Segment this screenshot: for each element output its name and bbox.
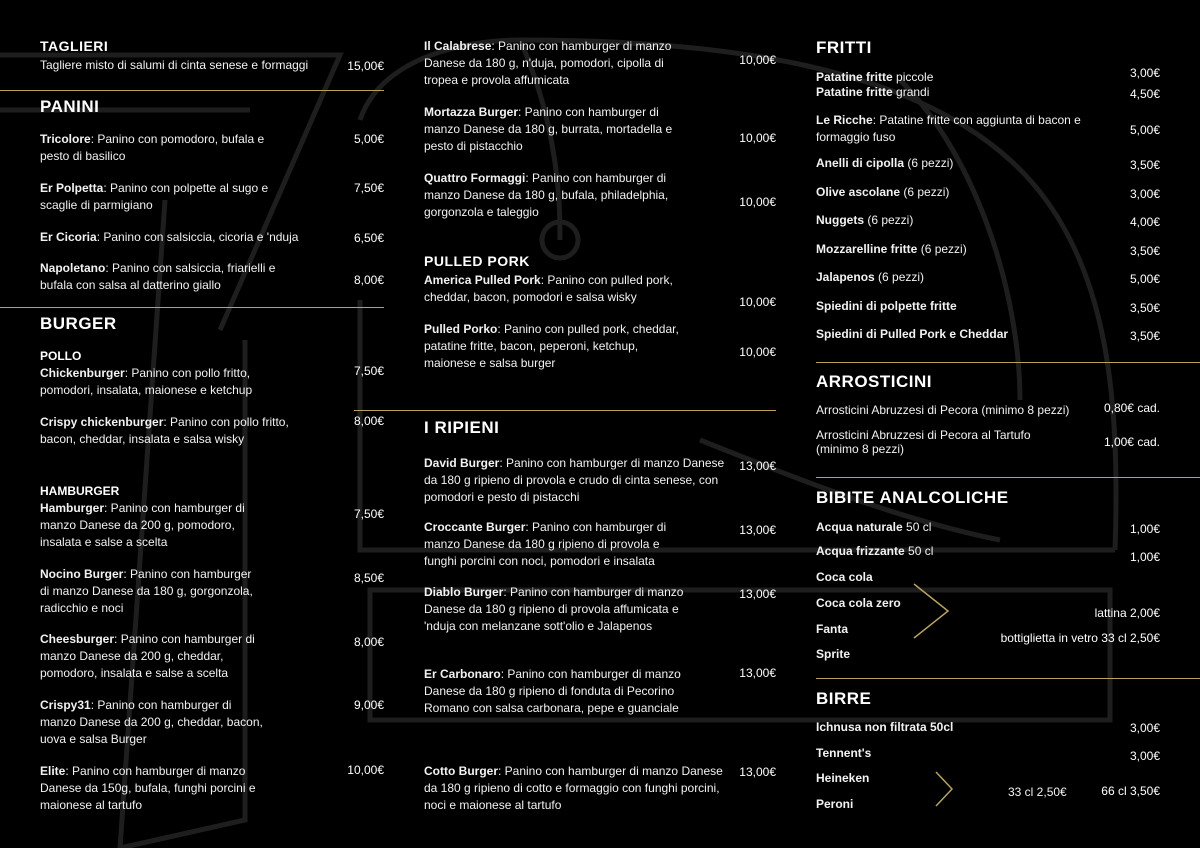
pulled-pork-title: PULLED PORK	[424, 253, 530, 269]
fritti-price: 3,00€	[1129, 187, 1160, 201]
burger-price: 10,00€	[739, 295, 776, 309]
fritti-price: 5,00€	[1129, 272, 1160, 286]
fritti-item: Nuggets (6 pezzi)	[816, 213, 914, 227]
bibite-price: 1,00€	[1129, 522, 1160, 536]
burger-item: Hamburger: Panino con hamburger di manzo Danese da 200 g, pomodoro, insalata e salse a scelta	[40, 501, 245, 549]
bibite-item: Acqua naturale 50 cl	[816, 520, 932, 534]
ripieni-item: Croccante Burger: Panino con hamburger di manzo Danese da 180 g ripieno di provola e funghi porcini con noci, pomodori e insalata	[424, 520, 667, 568]
birra-item: Ichnusa non filtrata 50cl	[816, 720, 954, 734]
fritti-item: Jalapenos (6 pezzi)	[816, 270, 925, 284]
divider	[354, 410, 776, 411]
burger-item: Quattro Formaggi: Panino con hamburger di manzo Danese da 180 g, bufala, philadelphia, gorgonzola e taleggio	[424, 171, 669, 219]
birra-item: Tennent's	[816, 746, 872, 760]
fritti-price: 3,50€	[1129, 301, 1160, 315]
fritti-item: Spiedini di polpette fritte	[816, 299, 957, 313]
birra-price: 3,00€	[1129, 721, 1160, 735]
burger-price: 10,00€	[739, 345, 776, 359]
fritti-item: Patatine fritte piccole	[816, 70, 934, 84]
ripieni-item: Er Carbonaro: Panino con hamburger di manzo Danese da 180 g ripieno di fonduta di Pecorino Romano con salsa carbonara, pepe e guanciale	[424, 667, 681, 715]
divider	[816, 678, 1200, 679]
panini-item: Napoletano: Panino con salsiccia, friarielli e bufala con salsa al datterino giallo	[40, 261, 276, 292]
fritti-price: 3,00€	[1129, 66, 1160, 80]
panini-price: 6,50€	[353, 231, 384, 245]
divider	[816, 477, 1200, 478]
birra-item: Heineken	[816, 771, 870, 785]
ripieni-item: Diablo Burger: Panino con hamburger di manzo Danese da 180 g ripieno di provola affumicata e 'nduja con melanzane sott'olio e Jalapenos	[424, 585, 684, 633]
panini-item: Tricolore: Panino con pomodoro, bufala e pesto di basilico	[40, 132, 265, 163]
burger-price: 8,00€	[353, 414, 384, 428]
pollo-subtitle: POLLO	[40, 349, 82, 363]
burger-price: 9,00€	[353, 698, 384, 712]
fritti-item: Spiedini di Pulled Pork e Cheddar	[816, 327, 1009, 341]
fritti-item: Olive ascolane (6 pezzi)	[816, 185, 950, 199]
fritti-price: 4,00€	[1129, 215, 1160, 229]
burger-item: Il Calabrese: Panino con hamburger di manzo Danese da 180 g, n'duja, pomodori, cipolla di tropea e provola affumicata	[424, 39, 672, 87]
fritti-price: 3,50€	[1129, 244, 1160, 258]
birra-item: Peroni	[816, 797, 854, 811]
chevron-right-icon	[934, 770, 956, 808]
ripieni-price: 13,00€	[739, 459, 776, 473]
arrosticini-item: Arrosticini Abruzzesi di Pecora al Tartufo (minimo 8 pezzi)	[816, 428, 1031, 456]
burger-item: Pulled Porko: Panino con pulled pork, cheddar, patatine fritte, bacon, peperoni, ketchup, maionese e salsa burger	[424, 322, 679, 370]
burger-price: 10,00€	[739, 195, 776, 209]
fritti-item: Patatine fritte grandi	[816, 85, 930, 99]
ripieni-title: I RIPIENI	[424, 418, 500, 437]
chevron-right-icon	[912, 582, 952, 642]
burger-item: America Pulled Pork: Panino con pulled pork, cheddar, bacon, pomodori e salsa wisky	[424, 273, 673, 304]
burger-price: 8,50€	[353, 571, 384, 585]
burger-price: 7,50€	[353, 364, 384, 378]
divider	[0, 90, 384, 91]
fritti-price: 5,00€	[1129, 123, 1160, 137]
ripieni-item: David Burger: Panino con hamburger di manzo Danese da 180 g ripieno di provola e crudo di cinta senese, con pomodori e pesto di pistacchi	[424, 456, 725, 504]
bibite-item: Acqua frizzante 50 cl	[816, 544, 934, 558]
fritti-item: Anelli di cipolla (6 pezzi)	[816, 156, 954, 170]
fritti-title: FRITTI	[816, 38, 872, 57]
panini-item: Er Cicoria: Panino con salsiccia, cicoria e 'nduja	[40, 230, 299, 244]
soft-drink: Fanta	[816, 622, 849, 636]
burger-item: Elite: Panino con hamburger di manzo Danese da 150g, bufala, funghi porcini e maionese al tartufo	[40, 764, 256, 812]
panini-item: Er Polpetta: Panino con polpette al sugo e scaglie di parmigiano	[40, 181, 269, 212]
arrosticini-price: 0,80€ cad.	[1103, 401, 1160, 415]
birra-price: 3,00€	[1129, 749, 1160, 763]
fritti-price: 4,50€	[1129, 87, 1160, 101]
fritti-item: Mozzarelline fritte (6 pezzi)	[816, 242, 967, 256]
panini-price: 5,00€	[353, 132, 384, 146]
bibite-title: BIBITE ANALCOLICHE	[816, 488, 1009, 507]
ripieni-item: Cotto Burger: Panino con hamburger di manzo Danese da 180 g ripieno di cotto e formaggio con funghi porcini, noci e maionese al tartufo	[424, 764, 723, 812]
burger-price: 10,00€	[739, 53, 776, 67]
ripieni-price: 13,00€	[739, 765, 776, 779]
ripieni-price: 13,00€	[739, 523, 776, 537]
burger-item: Mortazza Burger: Panino con hamburger di manzo Danese da 180 g, burrata, mortadella e pesto di pistacchio	[424, 105, 673, 153]
bibite-price: 1,00€	[1129, 550, 1160, 564]
divider	[0, 307, 384, 308]
burger-price: 7,50€	[353, 507, 384, 521]
soft-drink: Sprite	[816, 647, 851, 661]
panini-title: PANINI	[40, 97, 100, 116]
burger-item: Crispy31: Panino con hamburger di manzo Danese da 200 g, cheddar, bacon, uova e salsa Burger	[40, 698, 263, 746]
burger-price: 8,00€	[353, 635, 384, 649]
lattina-price: lattina 2,00€	[1094, 606, 1160, 620]
panini-price: 8,00€	[353, 273, 384, 287]
birra-33-price: 33 cl 2,50€	[1008, 785, 1067, 799]
fritti-item: Le Ricche: Patatine fritte con aggiunta di bacon e formaggio fuso	[816, 113, 1081, 144]
burger-price: 10,00€	[739, 131, 776, 145]
divider	[816, 362, 1200, 363]
burger-item: Nocino Burger: Panino con hamburger di manzo Danese da 180 g, gorgonzola, radicchio e noci	[40, 567, 253, 615]
burger-title: BURGER	[40, 314, 117, 333]
hamburger-subtitle: HAMBURGER	[40, 484, 120, 498]
fritti-price: 3,50€	[1129, 329, 1160, 343]
birra-66-price: 66 cl 3,50€	[1101, 784, 1160, 798]
soft-drink: Coca cola	[816, 570, 873, 584]
fritti-price: 3,50€	[1129, 158, 1160, 172]
taglieri-item: Tagliere misto di salumi di cinta senese e formaggi	[40, 58, 309, 72]
ripieni-price: 13,00€	[739, 666, 776, 680]
burger-item: Chickenburger: Panino con pollo fritto, pomodori, insalata, maionese e ketchup	[40, 366, 253, 397]
soft-drink: Coca cola zero	[816, 596, 901, 610]
taglieri-price: 15,00€	[347, 59, 384, 73]
burger-item: Cheesburger: Panino con hamburger di manzo Danese da 200 g, cheddar, pomodoro, insalata e salse a scelta	[40, 632, 255, 680]
birre-title: BIRRE	[816, 689, 872, 708]
arrosticini-price: 1,00€ cad.	[1103, 435, 1160, 449]
bottiglietta-price: bottiglietta in vetro 33 cl 2,50€	[1000, 631, 1160, 645]
ripieni-price: 13,00€	[739, 587, 776, 601]
arrosticini-title: ARROSTICINI	[816, 372, 932, 391]
panini-price: 7,50€	[353, 181, 384, 195]
arrosticini-item: Arrosticini Abruzzesi di Pecora (minimo 8 pezzi)	[816, 403, 1070, 417]
burger-item: Crispy chickenburger: Panino con pollo fritto, bacon, cheddar, insalata e salsa wisky	[40, 415, 289, 446]
taglieri-title: TAGLIERI	[40, 38, 109, 54]
burger-price: 10,00€	[347, 763, 384, 777]
